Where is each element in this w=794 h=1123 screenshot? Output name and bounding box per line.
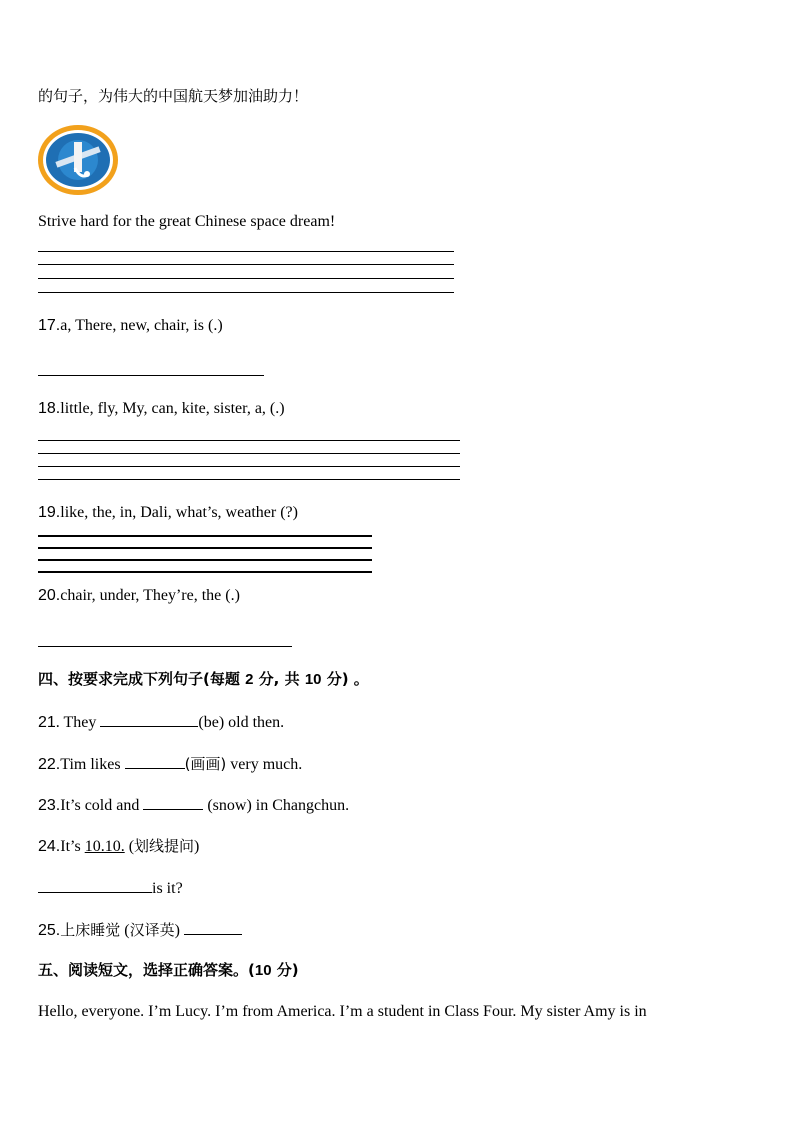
- question-19: [38, 503, 298, 523]
- heading-text: 五、阅读短文，选择正确答案。(: [38, 961, 255, 979]
- answer-line[interactable]: [38, 547, 372, 549]
- question-number: 22.: [38, 756, 61, 773]
- question-24: [38, 836, 199, 857]
- answer-line[interactable]: [38, 278, 454, 279]
- heading-text: 四、按要求完成下列句子(每题: [38, 670, 246, 688]
- mission-badge-image: [37, 124, 119, 196]
- hint-text: 汉译英: [129, 921, 175, 939]
- question-text: (: [124, 838, 135, 855]
- section-4-heading: [38, 669, 369, 690]
- hint-text: (画画): [184, 755, 227, 773]
- word-list: chair, under, They’re, the (.): [60, 587, 240, 604]
- question-text: . They: [55, 714, 101, 731]
- answer-line[interactable]: [38, 479, 460, 480]
- question-text: ): [194, 838, 200, 855]
- heading-text: 分, 共: [253, 670, 305, 688]
- question-text: ): [174, 922, 184, 939]
- question-23: [38, 794, 349, 816]
- question-25: [38, 919, 242, 941]
- question-21: [38, 711, 284, 733]
- question-number: 21: [38, 714, 56, 731]
- heading-text: 分) 。: [321, 670, 369, 688]
- word-list: a, There, new, chair, is (.): [60, 317, 223, 334]
- question-22: [38, 753, 302, 775]
- word-list: like, the, in, Dali, what’s, weather (?): [60, 504, 298, 521]
- heading-text: 分): [271, 961, 299, 979]
- intro-line: 的句子，为伟大的中国航天梦加油助力！: [38, 87, 309, 105]
- fill-blank[interactable]: [125, 753, 185, 769]
- question-text: very much.: [226, 756, 303, 773]
- question-number: 19.: [38, 504, 61, 521]
- underlined-time: 10.10.: [84, 838, 125, 855]
- fill-blank[interactable]: [100, 711, 198, 727]
- heading-number: 10: [254, 962, 272, 979]
- question-text: is it?: [152, 880, 183, 897]
- section-5-heading: [38, 960, 299, 981]
- answer-line[interactable]: [38, 375, 264, 376]
- answer-line[interactable]: [38, 571, 372, 573]
- answer-line[interactable]: [38, 251, 454, 252]
- question-text: It’s: [60, 838, 85, 855]
- question-24-answer: [38, 877, 183, 899]
- question-text: Tim likes: [60, 756, 125, 773]
- answer-line[interactable]: [38, 292, 454, 293]
- fill-blank[interactable]: [143, 794, 203, 810]
- answer-line[interactable]: [38, 453, 460, 454]
- question-17: [38, 316, 223, 336]
- question-number: 25.: [38, 922, 61, 939]
- answer-line[interactable]: [38, 535, 372, 537]
- chinese-phrase: 上床睡觉: [60, 921, 121, 939]
- question-text: (snow) in Changchun.: [203, 797, 350, 814]
- question-text: It’s cold and: [60, 797, 144, 814]
- question-number: 20.: [38, 587, 61, 604]
- question-number: 18.: [38, 400, 61, 417]
- answer-line[interactable]: [38, 440, 460, 441]
- hint-text: 划线提问: [134, 837, 195, 855]
- answer-line[interactable]: [38, 264, 454, 265]
- question-number: 24.: [38, 838, 61, 855]
- question-20: [38, 586, 240, 606]
- answer-line[interactable]: [38, 646, 292, 647]
- answer-line[interactable]: [38, 559, 372, 561]
- heading-number: 10: [304, 671, 322, 688]
- question-number: 23.: [38, 797, 61, 814]
- fill-blank[interactable]: [38, 877, 152, 893]
- question-18: [38, 399, 285, 419]
- question-text: (be) old then.: [198, 714, 285, 731]
- answer-line[interactable]: [38, 466, 460, 467]
- question-text: (: [120, 922, 130, 939]
- reading-passage: Hello, everyone. I’m Lucy. I’m from America. I’m a student in Class Four. My sister Amy is in: [38, 1003, 647, 1020]
- slogan: Strive hard for the great Chinese space dream!: [38, 213, 336, 230]
- question-number: 17.: [38, 317, 61, 334]
- word-list: little, fly, My, can, kite, sister, a, (.): [60, 400, 285, 417]
- fill-blank[interactable]: [184, 919, 242, 935]
- heading-number: 2: [245, 671, 254, 688]
